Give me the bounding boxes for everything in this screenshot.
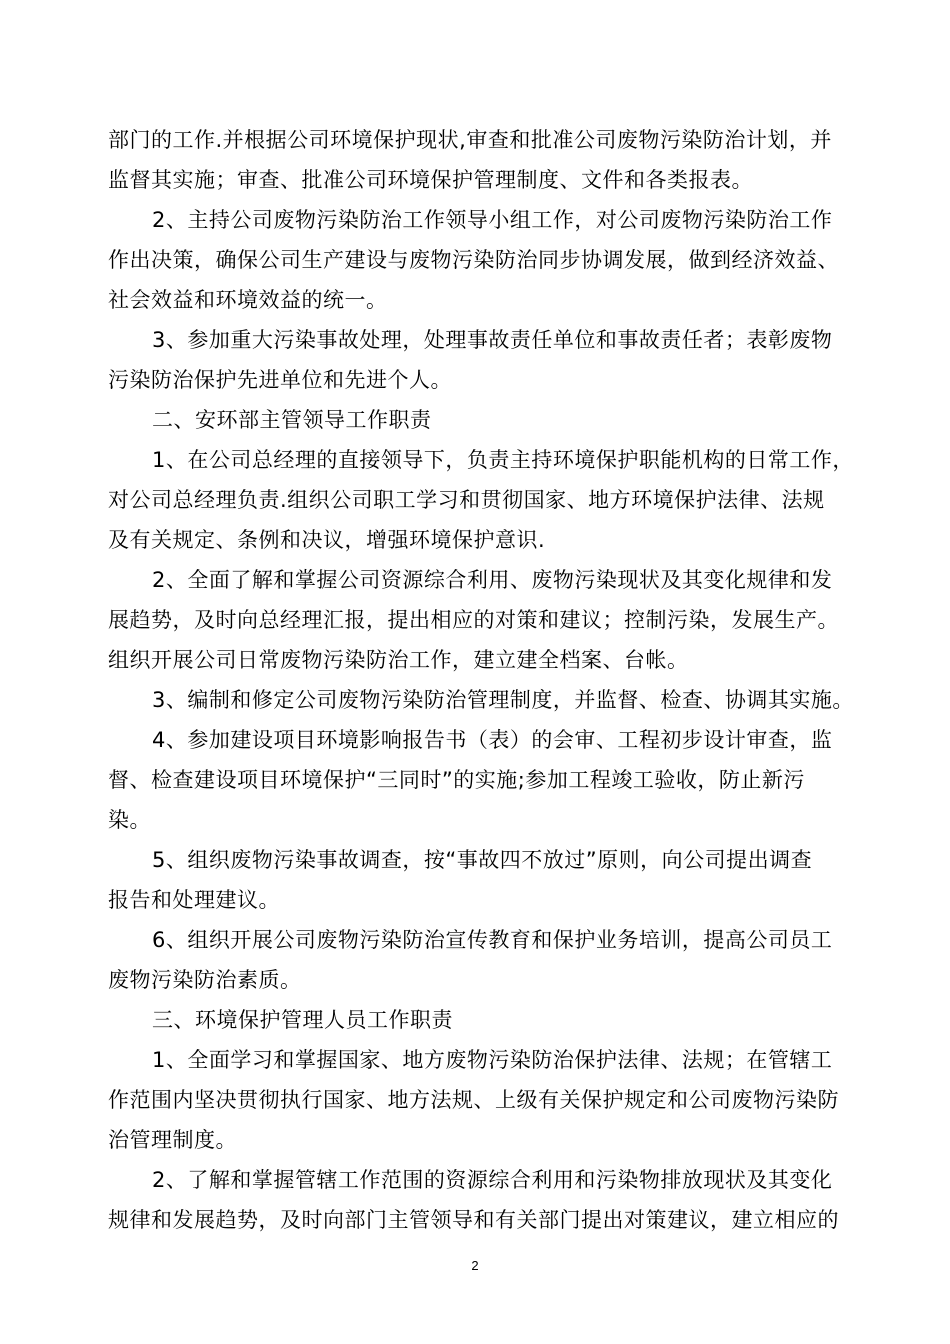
text-line: 4、参加建设项目环境影响报告书（表）的会审、工程初步设计审查，监 bbox=[152, 728, 833, 752]
text-line: 作出决策，确保公司生产建设与废物污染防治同步协调发展，做到经济效益、 bbox=[108, 248, 839, 272]
text-line: 督、检查建设项目环境保护“三同时”的实施;参加工程竣工验收，防止新污 bbox=[108, 768, 805, 792]
text-line: 染。 bbox=[108, 808, 151, 832]
text-line: 部门的工作.并根据公司环境保护现状,审查和批准公司废物污染防治计划，并 bbox=[108, 128, 832, 152]
text-line: 3、编制和修定公司废物污染防治管理制度，并监督、检查、协调其实施。 bbox=[152, 688, 854, 712]
section-heading: 二、安环部主管领导工作职责 bbox=[152, 408, 432, 432]
text-line: 组织开展公司日常废物污染防治工作，建立建全档案、台帐。 bbox=[108, 648, 689, 672]
text-line: 展趋势，及时向总经理汇报，提出相应的对策和建议；控制污染，发展生产。 bbox=[108, 608, 839, 632]
text-line: 3、参加重大污染事故处理，处理事故责任单位和事故责任者；表彰废物 bbox=[152, 328, 833, 352]
text-line: 及有关规定、条例和决议，增强环境保护意识. bbox=[108, 528, 546, 552]
text-line: 规律和发展趋势，及时向部门主管领导和有关部门提出对策建议，建立相应的 bbox=[108, 1208, 839, 1232]
text-line: 2、了解和掌握管辖工作范围的资源综合利用和污染物排放现状及其变化 bbox=[152, 1168, 833, 1192]
body-text bbox=[108, 120, 868, 1240]
text-line: 废物污染防治素质。 bbox=[108, 968, 302, 992]
text-line: 2、全面了解和掌握公司资源综合利用、废物污染现状及其变化规律和发 bbox=[152, 568, 833, 592]
text-line: 对公司总经理负责.组织公司职工学习和贯彻国家、地方环境保护法律、法规 bbox=[108, 488, 825, 512]
section-heading: 三、环境保护管理人员工作职责 bbox=[152, 1008, 453, 1032]
text-line: 6、组织开展公司废物污染防治宣传教育和保护业务培训，提高公司员工 bbox=[152, 928, 833, 952]
text-line: 5、组织废物污染事故调查，按“事故四不放过”原则，向公司提出调查 bbox=[152, 848, 813, 872]
text-line: 1、在公司总经理的直接领导下，负责主持环境保护职能机构的日常工作， bbox=[152, 448, 854, 472]
text-line: 社会效益和环境效益的统一。 bbox=[108, 288, 388, 312]
page-number: 2 bbox=[471, 1258, 479, 1273]
text-line: 监督其实施；审查、批准公司环境保护管理制度、文件和各类报表。 bbox=[108, 168, 753, 192]
text-line: 作范围内坚决贯彻执行国家、地方法规、上级有关保护规定和公司废物污染防 bbox=[108, 1088, 839, 1112]
text-line: 1、全面学习和掌握国家、地方废物污染防治保护法律、法规；在管辖工 bbox=[152, 1048, 833, 1072]
text-line: 污染防治保护先进单位和先进个人。 bbox=[108, 368, 452, 392]
text-line: 报告和处理建议。 bbox=[108, 888, 280, 912]
text-line: 2、主持公司废物污染防治工作领导小组工作，对公司废物污染防治工作 bbox=[152, 208, 833, 232]
text-line: 治管理制度。 bbox=[108, 1128, 237, 1152]
